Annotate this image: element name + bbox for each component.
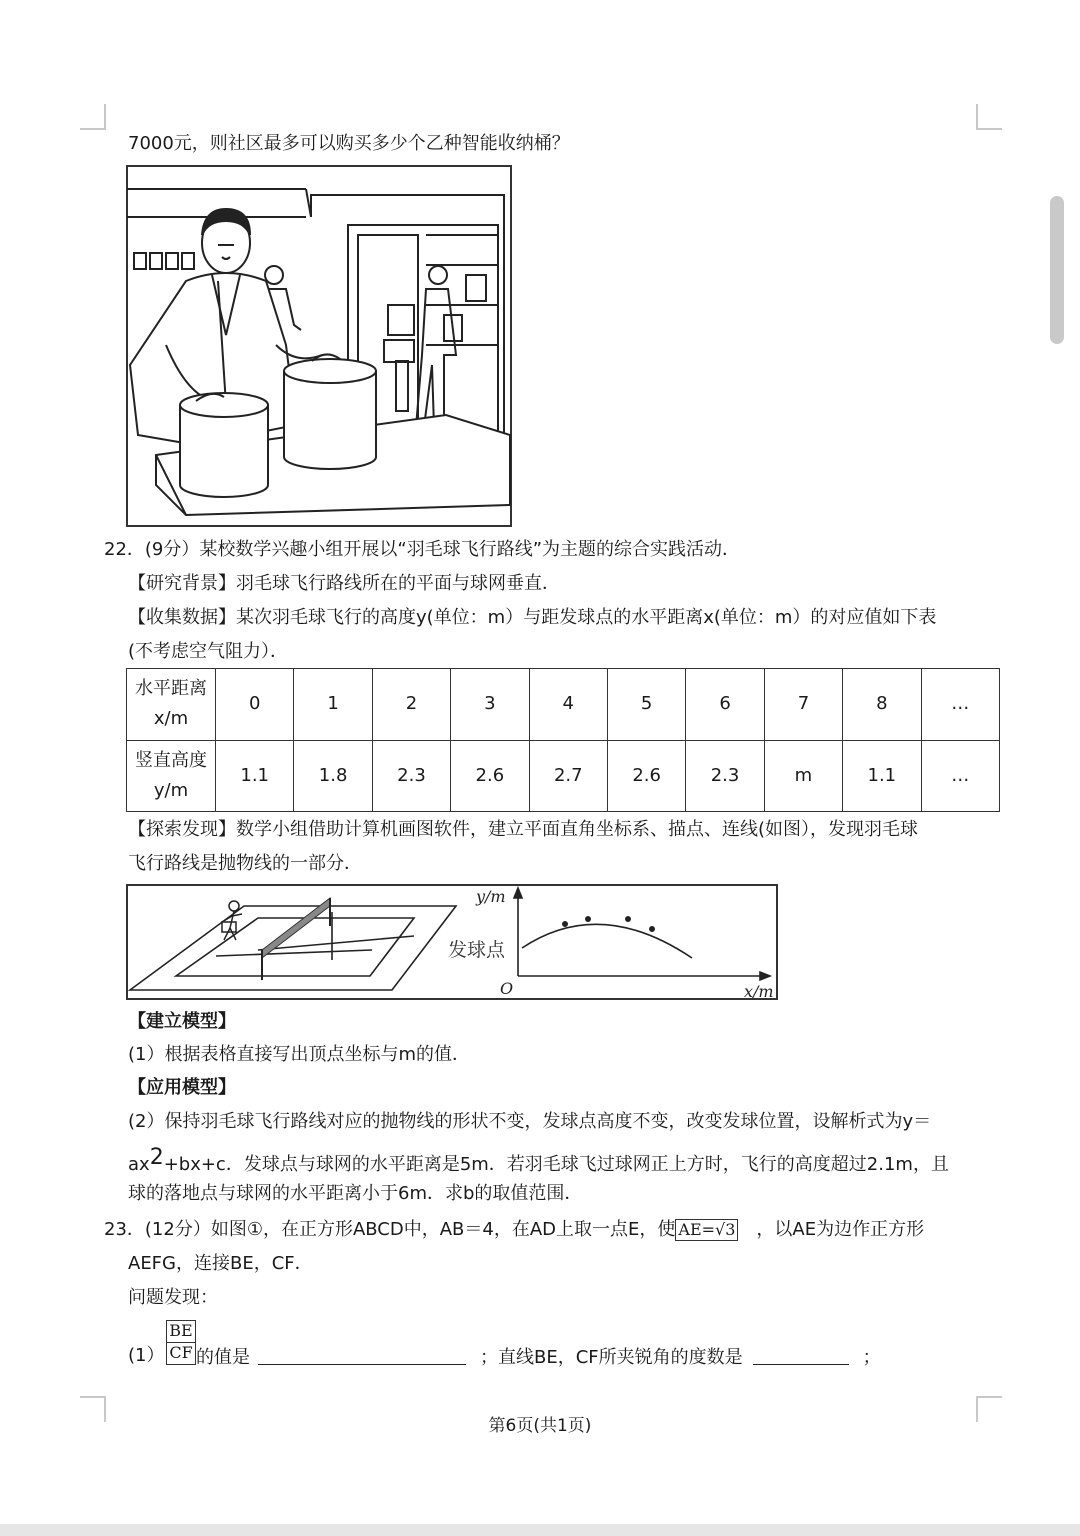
data-table	[126, 668, 1000, 812]
q23-header-b: ，以AE为边作正方形	[756, 1219, 925, 1240]
table-cell-y: 2.6	[607, 740, 685, 812]
table-cell-x: 0	[216, 669, 294, 741]
table-cell-x: 3	[451, 669, 529, 741]
q23-line2: AEFG，连接BE，CF．	[128, 1253, 313, 1274]
serve-point-label: 发球点	[448, 939, 506, 961]
table-cell-x: 5	[607, 669, 685, 741]
crop-mark-top-right	[976, 104, 1002, 130]
page-footer: 第6页(共1页)	[488, 1416, 592, 1436]
table-cell-x: 7	[764, 669, 842, 741]
q22-apply-model: 【应用模型】	[128, 1077, 236, 1098]
q22-part2-rest: +bx+c．发球点与球网的水平距离是5m．若羽毛球飞过球网正上方时，飞行的高度超过2.1m，且	[163, 1154, 949, 1175]
bottom-toolbar-strip	[0, 1524, 1080, 1536]
illustration-shop-bins	[126, 165, 512, 527]
q22-collect-line1: 【收集数据】某次羽毛球飞行的高度y(单位：m）与距发球点的水平距离x(单位：m）的对应值如下表	[128, 607, 937, 628]
q22-part2-exponent: 2	[149, 1145, 164, 1170]
q23-part1-a: 的值是	[196, 1347, 250, 1368]
q22-header: 22．(9分）某校数学兴趣小组开展以“羽毛球飞行路线”为主题的综合实践活动．	[104, 539, 741, 560]
table-cell-x: 1	[294, 669, 372, 741]
fraction-denominator: CF	[166, 1343, 196, 1365]
q23-part1-c: ；	[862, 1347, 881, 1368]
table-cell-x: …	[921, 669, 999, 741]
table-cell-x: 4	[529, 669, 607, 741]
table-cell-x: 2	[372, 669, 450, 741]
table-header-x	[127, 669, 216, 741]
q21-tail-text: 7000元，则社区最多可以购买多少个乙种智能收纳桶？	[128, 133, 570, 154]
q22-collect-line2: (不考虑空气阻力）．	[128, 641, 289, 662]
q22-part2-line1: (2）保持羽毛球飞行路线对应的抛物线的形状不变，发球点高度不变，改变发球位置，设解析式为y＝	[128, 1111, 932, 1132]
figure-court-parabola	[126, 884, 778, 1000]
q23-header-a: 23．(12分）如图①，在正方形ABCD中，AB＝4，在AD上取一点E，使	[104, 1219, 676, 1240]
q22-explore-line2: 飞行路线是抛物线的一部分．	[128, 853, 362, 874]
q22-part2-line2	[128, 1146, 949, 1177]
table-header-y-label: 竖直高度	[135, 749, 207, 771]
origin-label: O	[500, 979, 514, 998]
x-axis-label: x/m	[744, 982, 774, 1000]
q23-header	[104, 1218, 924, 1242]
fraction-be-cf	[166, 1320, 196, 1365]
q22-part1: (1）根据表格直接写出顶点坐标与m的值．	[128, 1044, 471, 1065]
q23-part1-b: ；直线BE，CF所夹锐角的度数是	[480, 1347, 743, 1368]
table-cell-y: 1.1	[216, 740, 294, 812]
table-header-y	[127, 740, 216, 812]
q22-part2-line3: 球的落地点与球网的水平距离小于6m．求b的取值范围．	[128, 1183, 583, 1204]
table-cell-y: 2.3	[372, 740, 450, 812]
q23-part1-label: (1）	[128, 1345, 165, 1366]
q23-problem-heading: 问题发现：	[128, 1287, 218, 1308]
vertical-scrollbar[interactable]	[1050, 196, 1064, 344]
q23-formula-ae: AE=√3	[675, 1219, 738, 1241]
answer-blank-ratio[interactable]	[258, 1344, 466, 1365]
table-header-x-unit: x/m	[153, 708, 189, 730]
y-axis-label: y/m	[476, 887, 506, 906]
q22-background: 【研究背景】羽毛球飞行路线所在的平面与球网垂直．	[128, 573, 560, 594]
q22-build-model: 【建立模型】	[128, 1011, 236, 1032]
answer-blank-angle[interactable]	[753, 1344, 849, 1365]
q22-explore-line1: 【探索发现】数学小组借助计算机画图软件，建立平面直角坐标系、描点、连线(如图），发现羽毛球	[128, 819, 919, 840]
crop-mark-top-left	[80, 104, 106, 130]
table-cell-y: 2.7	[529, 740, 607, 812]
table-cell-x: 6	[686, 669, 764, 741]
table-header-y-unit: y/m	[153, 779, 189, 801]
table-cell-y: m	[764, 740, 842, 812]
q23-part1-line	[196, 1344, 881, 1370]
table-row-x	[127, 669, 1000, 741]
table-cell-y: …	[921, 740, 999, 812]
table-row-y	[127, 740, 1000, 812]
q22-part2-ax: ax	[128, 1154, 150, 1175]
table-cell-x: 8	[843, 669, 921, 741]
table-cell-y: 1.1	[843, 740, 921, 812]
table-cell-y: 2.6	[451, 740, 529, 812]
table-cell-y: 2.3	[686, 740, 764, 812]
table-cell-y: 1.8	[294, 740, 372, 812]
fraction-numerator: BE	[166, 1320, 196, 1343]
table-header-x-label: 水平距离	[135, 678, 207, 700]
